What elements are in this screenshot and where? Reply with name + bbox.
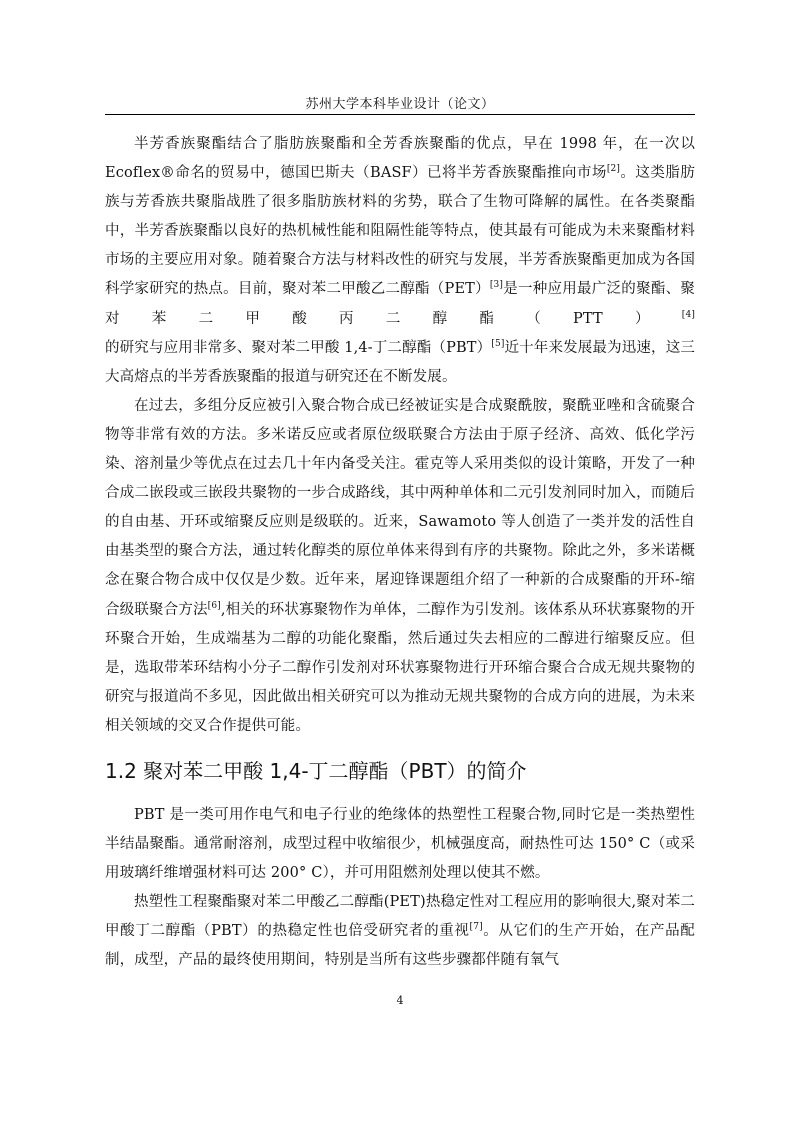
citation-ref: [6] (207, 600, 221, 611)
citation-ref: [7] (469, 922, 483, 933)
citation-ref: [5] (491, 338, 505, 349)
paragraph-text: 。这类脂肪族与芳香族共聚脂战胜了很多脂肪族材料的劣势，联合了生物可降解的属性。在各类聚酯中，半芳香族聚酯以良好的热机械性能和阻隔性能等特点，使其最有可能成为未来聚酯材料市场的主要应用对象。随着聚合方法与材料改性的研究与发展，半芳香族聚酯更加成为各国科学家研究的热点。目前，聚对苯二甲酸乙二醇酯（PET） (105, 165, 695, 298)
citation-ref: [2] (606, 164, 621, 175)
paragraph-multicomponent-reactions (105, 392, 695, 741)
paragraph-pbt-intro (105, 801, 695, 888)
citation-ref: [4] (681, 309, 695, 320)
header-divider (105, 114, 695, 115)
paragraph-text: 是一种应用最广泛的聚酯、聚对苯二甲酸丙二醇酯（PTT） (105, 281, 696, 327)
paragraph-text: ,相关的环状寡聚物作为单体，二醇作为引发剂。该体系从环状寡聚物的开环聚合开始，生成端基为二醇的功能化聚酯，然后通过失去相应的二醇进行缩聚反应。但是，选取带苯环结构小分子二醇作引发剂对环状寡聚物进行开环缩合聚合合成无规共聚物的研究与报道尚不多见，因此做出相关研究可以为推动无规共聚物的合成方向的进展，为未来相关领域的交叉合作提供可能。 (105, 601, 695, 734)
paragraph-text: 。从它们的生产开始，在产品配制，成型，产品的最终使用期间，特别是当所有这些步骤都伴随有氧气 (105, 923, 695, 969)
paragraph-text: 近十年来发展最为迅速，这三大高熔点的半芳香族聚酯的报道与研究还在不断发展。 (105, 339, 695, 385)
paragraph-semi-aromatic-polyesters (105, 130, 695, 392)
citation-ref: [3] (489, 280, 504, 291)
paragraph-thermal-stability (105, 888, 695, 975)
page-number: 4 (396, 994, 404, 1007)
paragraph-text: 半芳香族聚酯结合了脂肪族聚酯和全芳香族聚酯的优点，早在 1998 年，在一次以 Ecoflex®命名的贸易中，德国巴斯夫（BASF）已将半芳香族聚酯推向市场 (105, 136, 695, 182)
page-header: 苏州大学本科毕业设计（论文） (305, 97, 495, 112)
paragraph-text: 在过去，多组分反应被引入聚合物合成已经被证实是合成聚酰胺，聚酰亚唑和含硫聚合物等非常有效的方法。多米诺反应或者原位级联聚合方法由于原子经济、高效、低化学污染、溶剂量少等优点在过去几十年内备受关注。霍克等人采用类似的设计策略，开发了一种合成二嵌段或三嵌段共聚物的一步合成路线，其中两种单体和二元引发剂同时加入，而随后的自由基、开环或缩聚反应则是级联的。近来，Sawamoto 等人创造了一类并发的活性自由基类型的聚合方法，通过转化醇类的原位单体来得到有序的共聚物。除此之外，多米诺概念在聚合物合成中仅仅是少数。近年来，屠迎锋课题组介绍了一种新的合成聚酯的开环-缩合级联聚合方法 (105, 397, 695, 618)
paragraph-text: 热塑性工程聚酯聚对苯二甲酸乙二醇酯(PET)热稳定性对工程应用的影响很大,聚对苯二甲酸丁二醇酯（PBT）的热稳定性也倍受研究者的重视 (105, 894, 695, 940)
page-body (105, 130, 695, 976)
section-heading: 1.2 聚对苯二甲酸 1,4-丁二醇酯（PBT）的简介 (105, 758, 527, 783)
paragraph-text: PBT 是一类可用作电气和电子行业的绝缘体的热塑性工程聚合物,同时它是一类热塑性半结晶聚酯。通常耐溶剂，成型过程中收缩很少，机械强度高，耐热性可达 150° C（或采用玻璃纤维增强材料可达 200° C），并可用阻燃剂处理以使其不燃。 (105, 806, 695, 882)
paragraph-text: 的研究与应用非常多、聚对苯二甲酸 1,4-丁二醇酯（PBT） (105, 339, 492, 356)
